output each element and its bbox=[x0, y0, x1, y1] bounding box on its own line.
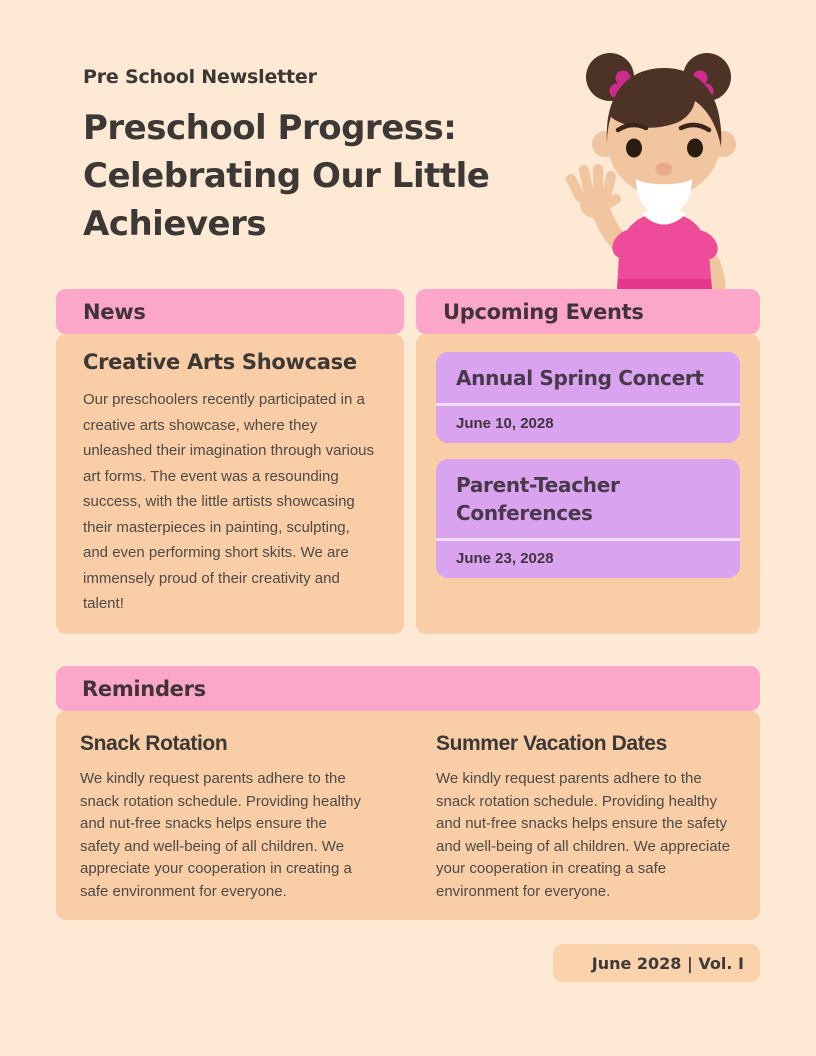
reminder-title: Snack Rotation bbox=[80, 732, 228, 755]
event-item bbox=[436, 459, 740, 578]
waving-girl-illustration bbox=[556, 48, 746, 289]
event-item bbox=[436, 352, 740, 443]
nose bbox=[656, 163, 673, 176]
page-title-line-1: Preschool Progress: bbox=[83, 108, 457, 148]
reminders-body bbox=[56, 711, 760, 920]
reminder-title: Summer Vacation Dates bbox=[436, 732, 667, 755]
reminder-body: We kindly request parents adhere to the snack rotation schedule. Providing healthy and nut-free snacks helps ensure the safety and well-being of all children. We appreciate your cooperation in creating a safe environment for everyone. bbox=[436, 770, 731, 900]
newsletter-kicker: Pre School Newsletter bbox=[83, 66, 317, 88]
news-article-body: Our preschoolers recently participated in a creative arts showcase, where they unleashed their imagination through various art forms. The event was a resounding success, with the little artists showcasing their masterpieces in painting, sculpting, and even performing short skits. We are immensely proud of their creativity and talent! bbox=[83, 391, 375, 612]
news-article-title: Creative Arts Showcase bbox=[83, 350, 357, 374]
news-section-bar bbox=[56, 289, 404, 334]
event-date: June 23, 2028 bbox=[456, 550, 554, 567]
reminder-item bbox=[80, 732, 408, 920]
news-card-body bbox=[56, 334, 404, 634]
reminders-section-label: Reminders bbox=[82, 676, 206, 701]
top-cards-row bbox=[56, 289, 760, 634]
events-section-bar bbox=[416, 289, 760, 334]
events-card-body bbox=[416, 334, 760, 634]
issue-badge: June 2028 | Vol. I bbox=[553, 944, 760, 982]
reminder-item bbox=[408, 732, 736, 920]
event-date: June 10, 2028 bbox=[456, 415, 554, 432]
page-title-line-3: Achievers bbox=[83, 204, 267, 244]
eye-left bbox=[626, 139, 642, 158]
reminders-section bbox=[56, 666, 760, 920]
news-section-label: News bbox=[83, 299, 146, 324]
palm bbox=[580, 190, 608, 218]
reminder-body: We kindly request parents adhere to the snack rotation schedule. Providing healthy and nut-free snacks helps ensure the safety and well-being of all children. We appreciate your cooperation in creating a safe environment for everyone. bbox=[80, 770, 362, 900]
events-section-label: Upcoming Events bbox=[443, 299, 644, 324]
dress-shadow bbox=[617, 279, 712, 289]
page-title bbox=[83, 104, 553, 248]
event-title: Annual Spring Concert bbox=[456, 366, 704, 390]
reminders-section-bar bbox=[56, 666, 760, 711]
news-card bbox=[56, 289, 404, 634]
event-title: Parent-Teacher Conferences bbox=[456, 473, 620, 525]
eye-right bbox=[687, 139, 703, 158]
page-title-line-2: Celebrating Our Little bbox=[83, 156, 490, 196]
events-card bbox=[416, 289, 760, 634]
